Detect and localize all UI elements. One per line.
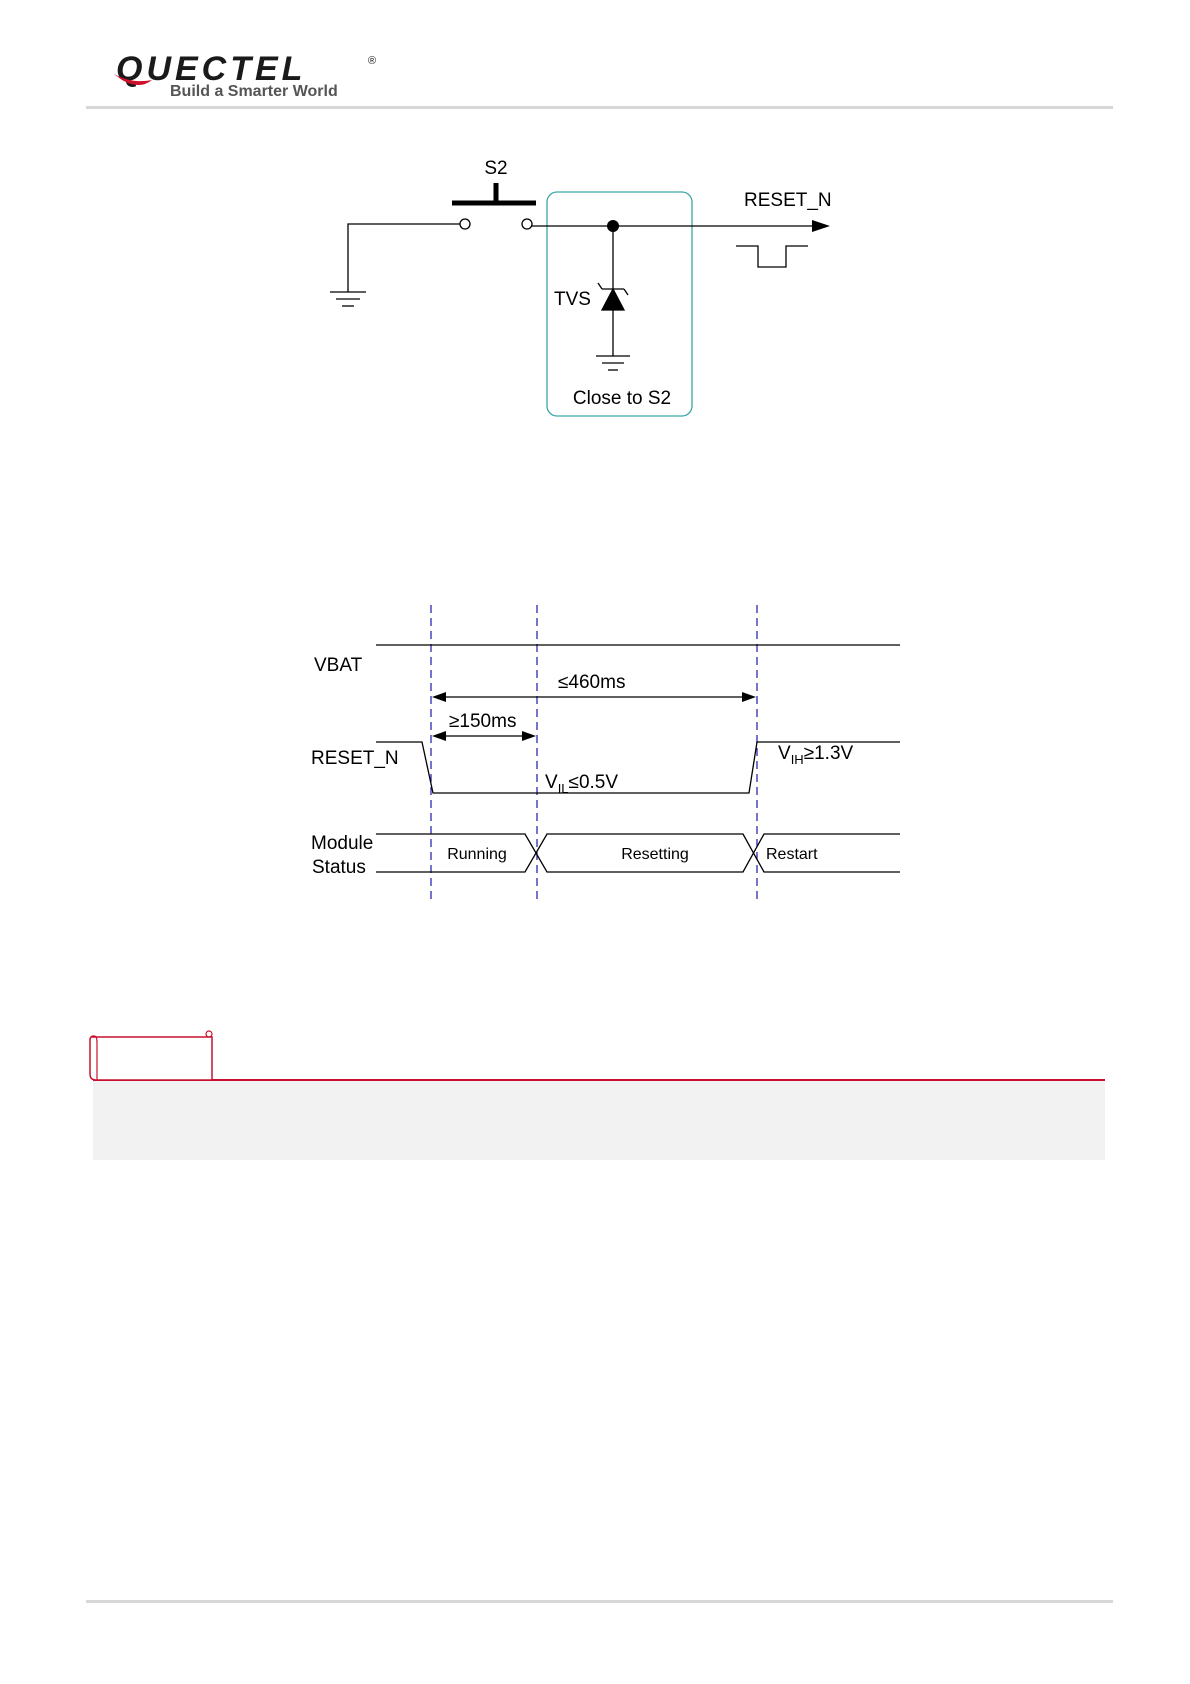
max-duration-arrow <box>432 692 756 702</box>
min-duration-arrow <box>432 731 536 741</box>
state-resetting: Resetting <box>621 846 689 863</box>
note-tab-icon <box>86 1030 216 1080</box>
tvs-label: TVS <box>554 289 591 310</box>
reset-pulse-icon <box>736 246 808 267</box>
logo-tagline: Build a Smarter World <box>170 83 338 100</box>
vil-label: $V_{IL}\le 0.5V$ <box>545 772 619 796</box>
vih-label: $V_{IH}\ge 1.3V$ <box>778 743 854 767</box>
note-box <box>86 1020 1106 1160</box>
footer-divider <box>86 1600 1113 1603</box>
push-switch-s2 <box>452 183 536 229</box>
note-background <box>93 1080 1105 1160</box>
max-duration-label: ≤460ms <box>558 672 626 693</box>
state-running: Running <box>447 846 507 863</box>
output-label: RESET_N <box>744 190 832 211</box>
switch-label: S2 <box>484 158 508 179</box>
header-divider <box>86 106 1113 109</box>
reset-signal-line <box>532 220 830 232</box>
logo-word: QUECTEL <box>116 50 307 88</box>
placement-box-label: Close to S2 <box>572 388 672 409</box>
module-status-label-1: Module <box>311 833 374 854</box>
vbat-label: VBAT <box>314 655 363 676</box>
reset-n-label: RESET_N <box>311 748 399 769</box>
tvs-diode-symbol <box>596 226 630 370</box>
left-ground-symbol <box>330 224 464 306</box>
reset-timing-diagram <box>0 595 1190 905</box>
state-restart: Restart <box>766 846 818 863</box>
reset-circuit-diagram <box>0 140 1190 440</box>
min-duration-label: ≥150ms <box>449 711 517 732</box>
logo-registered: ® <box>368 55 377 67</box>
quectel-logo <box>112 50 402 105</box>
module-status-label-2: Status <box>312 857 366 878</box>
